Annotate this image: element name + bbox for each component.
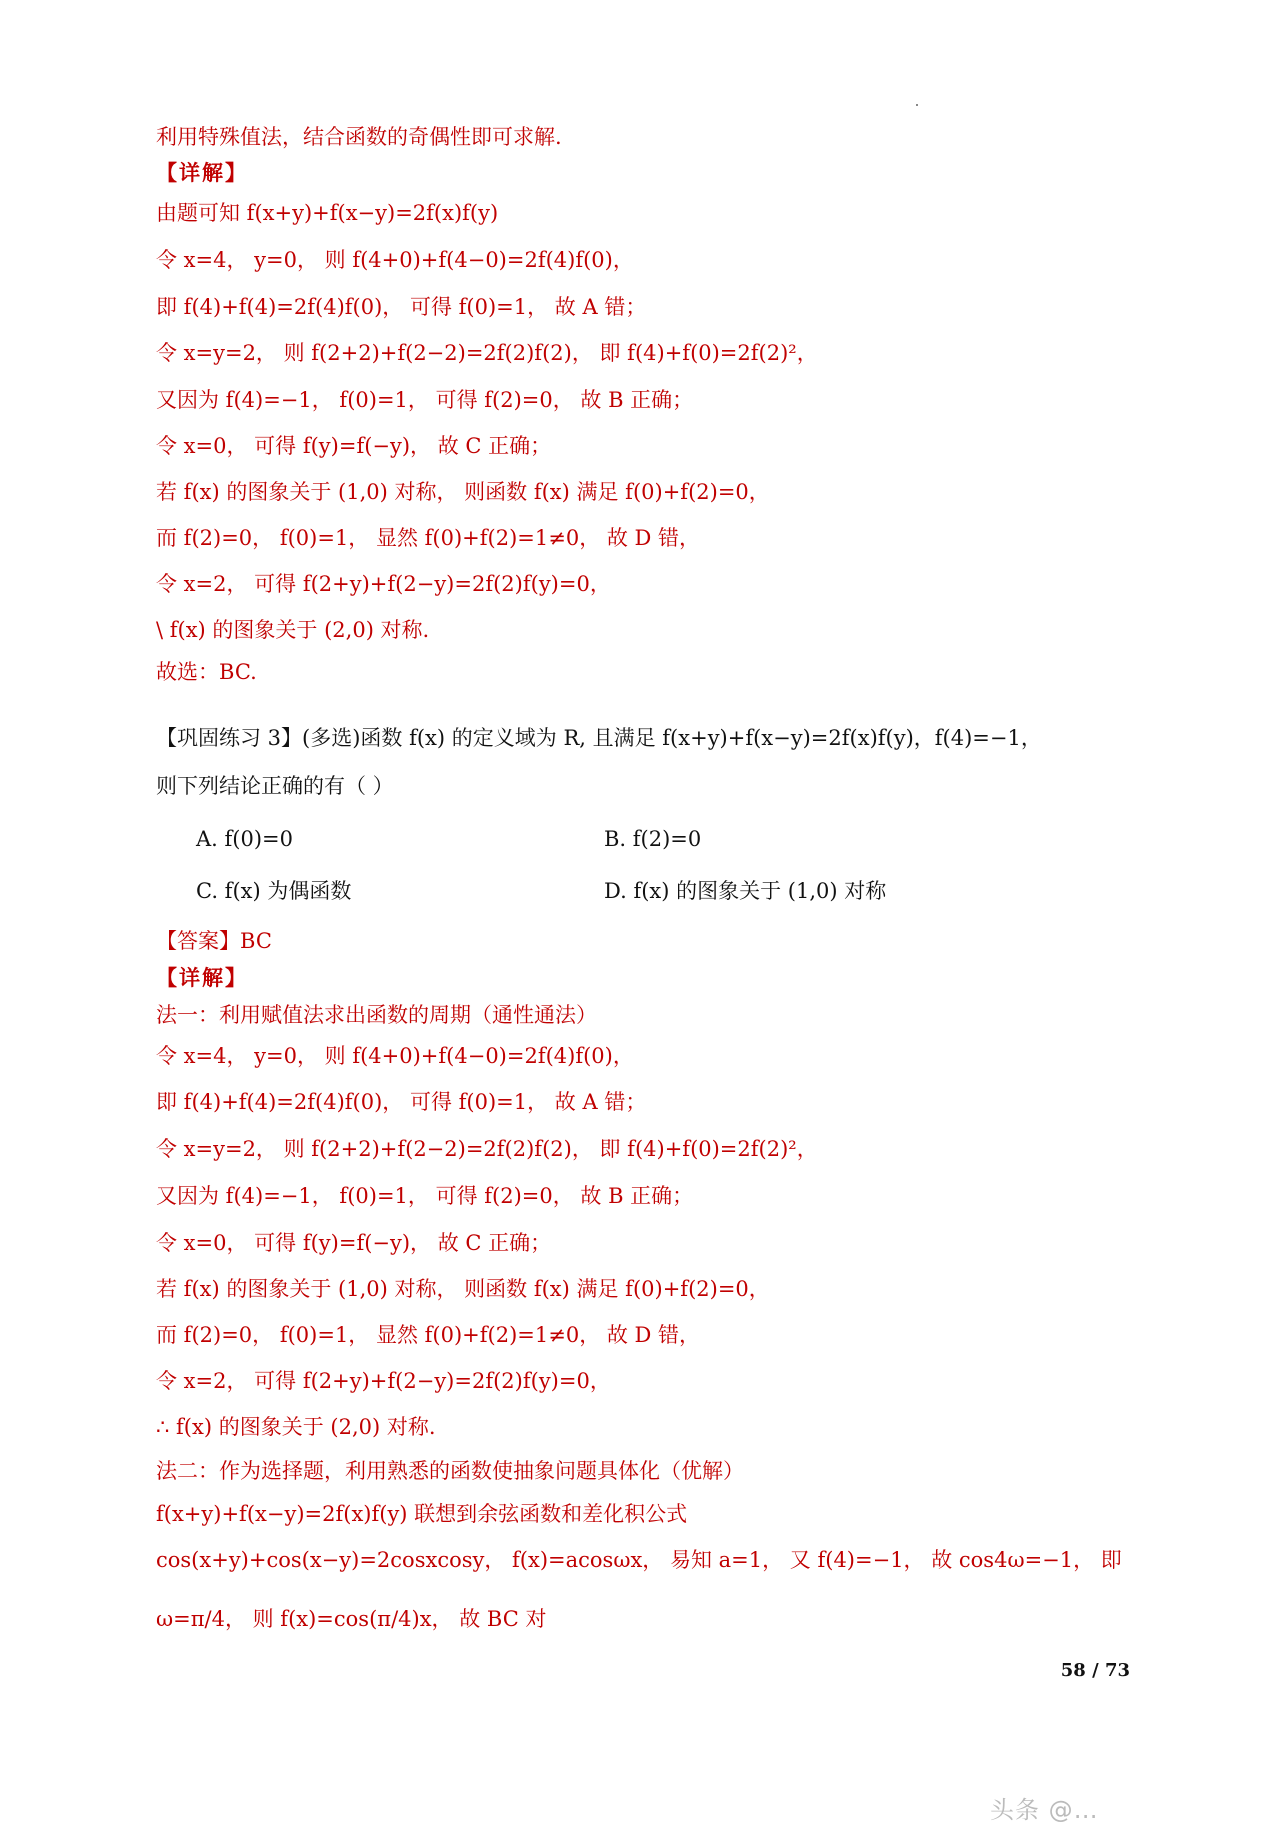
solution-line: 令 x=4， y=0， 则 f(4+0)+f(4−0)=2f(4)f(0)， <box>156 1044 634 1068</box>
solution-line: 又因为 f(4)=−1， f(0)=1， 可得 f(2)=0， 故 B 正确； <box>156 388 694 412</box>
solution-line: 令 x=y=2， 则 f(2+2)+f(2−2)=2f(2)f(2)， 即 f(4)+f(0)=2f(2)²， <box>156 1137 818 1161</box>
solution-line: 令 x=2， 可得 f(2+y)+f(2−y)=2f(2)f(y)=0， <box>156 1369 611 1393</box>
solution-line: ω=π/4， 则 f(x)=cos(π/4)x， 故 BC 对 <box>156 1607 547 1631</box>
solution-line: 令 x=4， y=0， 则 f(4+0)+f(4−0)=2f(4)f(0)， <box>156 248 634 272</box>
answer-line: 【答案】BC <box>156 929 272 953</box>
solution-line: ∴ f(x) 的图象关于 (2,0) 对称. <box>156 1415 436 1439</box>
question-stem: 【巩固练习 3】(多选)函数 f(x) 的定义域为 R, 且满足 f(x+y)+f(x−y)=2f(x)f(y)，f(4)=−1， <box>156 726 1042 750</box>
solution-line: cos(x+y)+cos(x−y)=2cosxcosy， f(x)=acosωx， 易知 a=1， 又 f(4)=−1， 故 cos4ω=−1， 即 <box>156 1548 1122 1572</box>
method-two-heading: 法二：作为选择题，利用熟悉的函数使抽象问题具体化（优解） <box>156 1459 744 1483</box>
solution-line: 而 f(2)=0， f(0)=1， 显然 f(0)+f(2)=1≠0， 故 D 错， <box>156 1323 701 1347</box>
solution-line: 令 x=0， 可得 f(y)=f(−y)， 故 C 正确； <box>156 434 552 458</box>
option-a: A. f(0)=0 <box>196 827 293 851</box>
watermark: 头条 @… <box>990 1796 1099 1824</box>
detail-heading: 【详解】 <box>156 160 248 185</box>
solution-line: 又因为 f(4)=−1， f(0)=1， 可得 f(2)=0， 故 B 正确； <box>156 1184 694 1208</box>
solution-line: 令 x=y=2， 则 f(2+2)+f(2−2)=2f(2)f(2)， 即 f(4)+f(0)=2f(2)²， <box>156 341 818 365</box>
question-prompt: 则下列结论正确的有（ ） <box>156 774 394 798</box>
page-number: 58 / 73 <box>1060 1660 1130 1681</box>
solution-line: 由题可知 f(x+y)+f(x−y)=2f(x)f(y) <box>156 201 499 225</box>
option-c: C. f(x) 为偶函数 <box>196 879 352 903</box>
solution-hint: 利用特殊值法，结合函数的奇偶性即可求解. <box>156 125 562 149</box>
solution-answer: 故选：BC. <box>156 660 257 684</box>
solution-line: 即 f(4)+f(4)=2f(4)f(0)， 可得 f(0)=1， 故 A 错； <box>156 295 647 319</box>
option-b: B. f(2)=0 <box>604 827 702 851</box>
solution-line: \ f(x) 的图象关于 (2,0) 对称. <box>156 618 430 642</box>
solution-line: 即 f(4)+f(4)=2f(4)f(0)， 可得 f(0)=1， 故 A 错； <box>156 1090 647 1114</box>
solution-line: 令 x=2， 可得 f(2+y)+f(2−y)=2f(2)f(y)=0， <box>156 572 611 596</box>
method-one-heading: 法一：利用赋值法求出函数的周期（通性通法） <box>156 1003 597 1027</box>
solution-line: 而 f(2)=0， f(0)=1， 显然 f(0)+f(2)=1≠0， 故 D 错， <box>156 526 701 550</box>
speck <box>916 104 918 106</box>
detail-heading: 【详解】 <box>156 965 248 990</box>
option-d: D. f(x) 的图象关于 (1,0) 对称 <box>604 879 887 903</box>
solution-line: 令 x=0， 可得 f(y)=f(−y)， 故 C 正确； <box>156 1231 552 1255</box>
solution-line: f(x+y)+f(x−y)=2f(x)f(y) 联想到余弦函数和差化积公式 <box>156 1502 688 1526</box>
solution-line: 若 f(x) 的图象关于 (1,0) 对称， 则函数 f(x) 满足 f(0)+f(2)=0， <box>156 480 770 504</box>
solution-line: 若 f(x) 的图象关于 (1,0) 对称， 则函数 f(x) 满足 f(0)+f(2)=0， <box>156 1277 770 1301</box>
